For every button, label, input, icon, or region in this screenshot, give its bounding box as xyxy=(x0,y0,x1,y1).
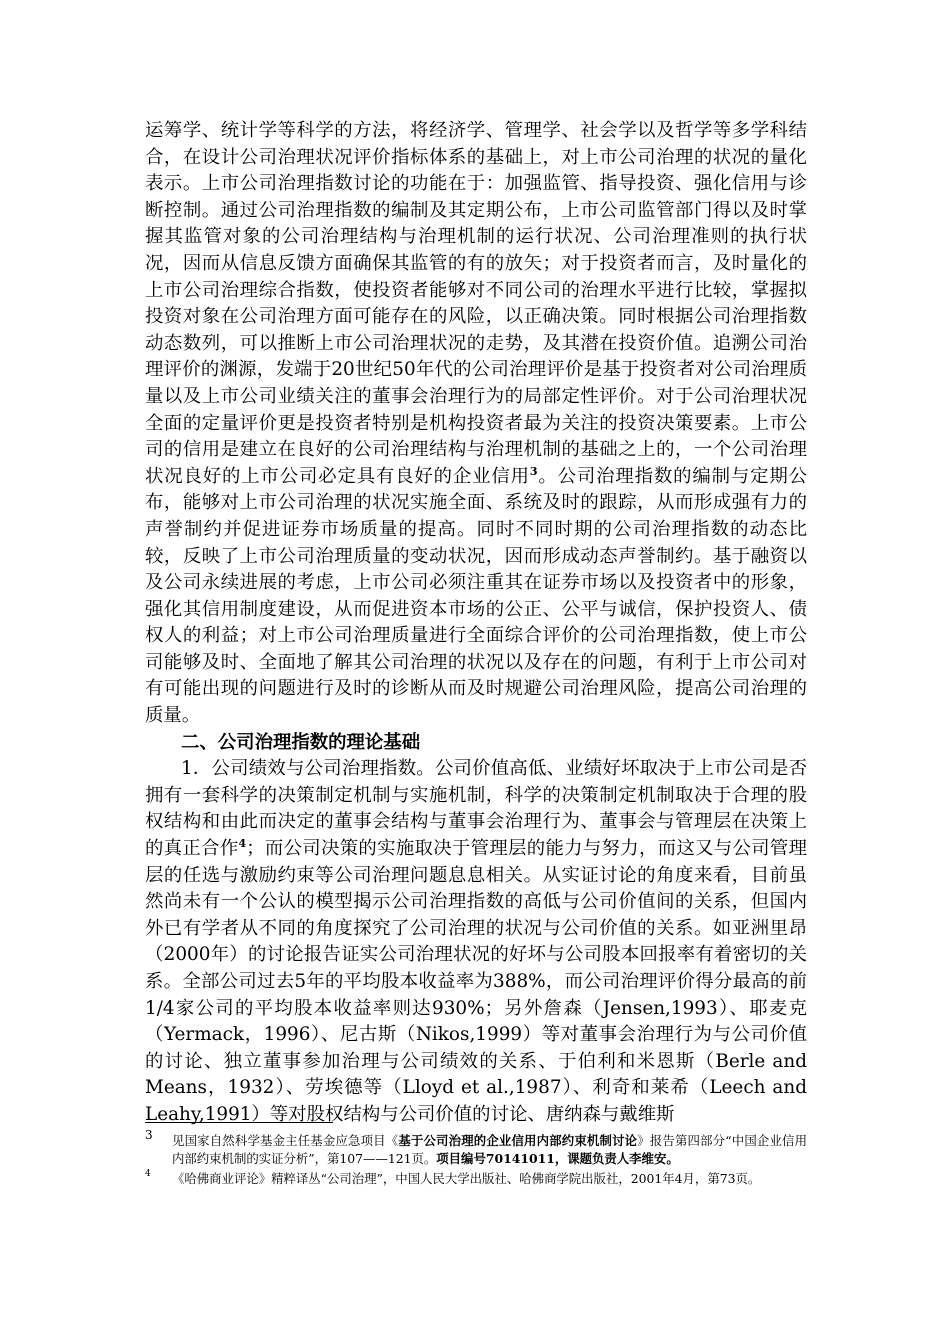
section-heading: 二、公司治理指数的理论基础 xyxy=(181,731,421,753)
paragraph-1 xyxy=(145,118,807,730)
footnote-ref-3[interactable]: 3 xyxy=(529,464,538,478)
footnote-3-text-a: 见国家自然科学基金主任基金应急项目《 xyxy=(172,1133,399,1148)
footnote-4-text: 《哈佛商业评论》精粹译丛“公司治理”，中国人民大学出版社、哈佛商学院出版社，2001年4月，第73页。 xyxy=(172,1171,761,1186)
paragraph-2-text-a: 1．公司绩效与公司治理指数。公司价值高低、业绩好坏取决于上市公司是否拥有一套科学的决策制定机制与实施机制，科学的决策制定机制取决于合理的股权结构和由此而决定的董事会结构与董事会治理行为、董事会与管理层在决策上的真正合作 xyxy=(145,758,807,860)
paragraph-2-text-b: ；而公司决策的实施取决于管理层的能力与努力，而这又与公司管理层的任选与激励约束等公司治理问题息息相关。从实证讨论的角度来看，目前虽然尚未有一个公认的模型揭示公司治理指数的高低与公司价值间的关系，但国内外已有学者从不同的角度探究了公司治理的状况与公司价值的关系。如亚洲里昂（2000年）的讨论报告证实公司治理状况的好坏与公司股本回报率有着密切的关系。全部公司过去5年的平均股本收益率为388%，而公司治理评价得分最高的前1/4家公司的平均股本收益率则达930%；另外詹森（Jensen,1993）、耶麦克（Yermack，1996）、尼古斯（Nikos,1999）等对董事会治理行为与公司价值的讨论、独立董事参加治理与公司绩效的关系、于伯利和米恩斯（Berle and Means，1932）、劳埃德等（Lloyd et al.,1987）、利奇和莱希（Leech and Leahy,1991）等对股权结构与公司价值的讨论、唐纳森与戴维斯 xyxy=(145,838,807,1125)
footnote-4 xyxy=(145,1170,807,1188)
footnote-3-project-info: 项目编号70141011，课题负责人李维安。 xyxy=(436,1150,679,1166)
main-text xyxy=(145,118,807,1129)
paragraph-1-text-a: 运筹学、统计学等科学的方法，将经济学、管理学、社会学以及哲学等多学科结合，在设计公司治理状况评价指标体系的基础上，对上市公司治理的状况的量化表示。上市公司治理指数讨论的功能在于：加强监管、指导投资、强化信用与诊断控制。通过公司治理指数的编制及其定期公布，上市公司监管部门得以及时掌握其监管对象的公司治理结构与治理机制的运行状况、公司治理准则的执行状况，因而从信息反馈方面确保其监管的有的放矢；对于投资者而言，及时量化的上市公司治理综合指数，使投资者能够对不同公司的治理水平进行比较，掌握拟投资对象在公司治理方面可能存在的风险，以正确决策。同时根据公司治理指数动态数列，可以推断上市公司治理状况的走势，及其潜在投资价值。追溯公司治理评价的渊源，发端于20世纪50年代的公司治理评价是基于投资者对公司治理质量以及上市公司业绩关注的董事会治理行为的局部定性评价。对于公司治理状况全面的定量评价更是投资者特别是机构投资者最为关注的投资决策要素。上市公司的信用是建立在良好的公司治理结构与治理机制的基础之上的，一个公司治理状况良好的上市公司必定具有良好的企业信用 xyxy=(145,120,807,487)
footnote-3-text-b: 》报告第四部分“中国企业信用内部约束机制的实证分析”，第107——121页。 xyxy=(172,1133,808,1166)
footnote-ref-4[interactable]: 4 xyxy=(238,836,247,850)
footnote-separator xyxy=(145,1122,333,1123)
footnote-3-title: 基于公司治理的企业信用内部约束机制讨论 xyxy=(398,1133,638,1148)
footnote-3 xyxy=(145,1128,808,1167)
footnote-mark-4: 4 xyxy=(145,1169,151,1179)
paragraph-1-text-b: 。公司治理指数的编制与定期公布，能够对上市公司治理的状况实施全面、系统及时的跟踪，从而形成强有力的声誉制约并促进证券市场质量的提高。同时不同时期的公司治理指数的动态比较，反映了上市公司治理质量的变动状况，因而形成动态声誉制约。基于融资以及公司永续进展的考虑，上市公司必须注重其在证券市场以及投资者中的形象，强化其信用制度建设，从而促进资本市场的公正、公平与诚信，保护投资人、债权人的利益；对上市公司治理质量进行全面综合评价的公司治理指数，使上市公司能够及时、全面地了解其公司治理的状况以及存在的问题，有利于上市公司对有可能出现的问题进行及时的诊断从而及时规避公司治理风险，提高公司治理的质量。 xyxy=(145,465,807,727)
paragraph-2 xyxy=(145,756,807,1128)
footnote-mark-3: 3 xyxy=(145,1128,153,1142)
footnotes xyxy=(145,1128,808,1191)
